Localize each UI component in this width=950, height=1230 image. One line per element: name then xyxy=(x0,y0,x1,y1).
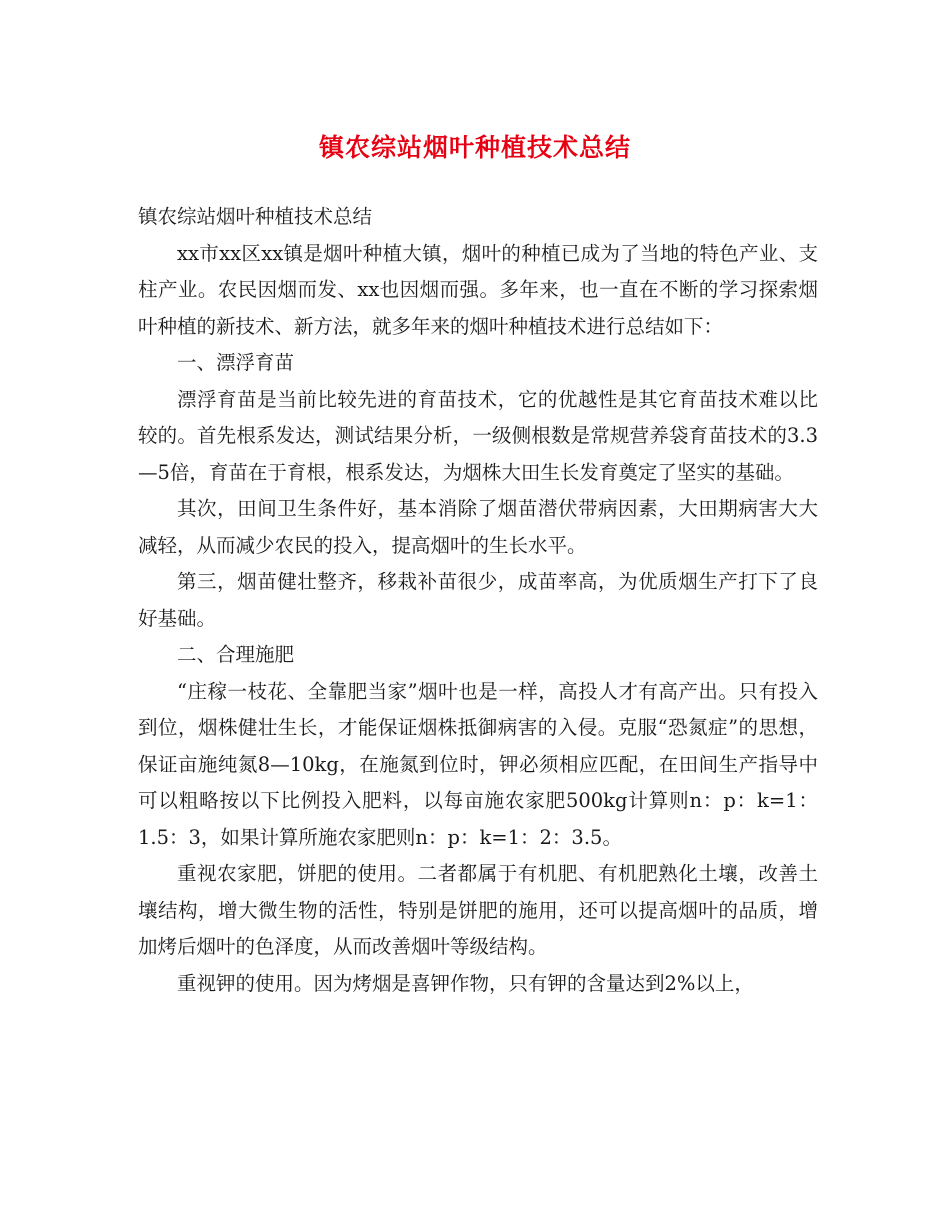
body-paragraph: 重视钾的使用。因为烤烟是喜钾作物，只有钾的含量达到2%以上， xyxy=(177,971,754,995)
body-paragraph: “庄稼一枝花、全靠肥当家”烟叶也是一样，高投人才有高产出。只有投入到位，烟株健壮生长，才能保证烟株抵御病害的入侵。克服“恐氮症”的思想，保证亩施纯氮8—10kg，在施氮到位时，钾必须相应匹配，在田间生产指导中可以粗略按以下比例投入肥料，以每亩施农家肥500kg计算则n：p：k=1：1.5：3，如果计算所施农家肥则n：p：k=1：2：3.5。 xyxy=(138,679,818,849)
body-paragraph: 第三，烟苗健壮整齐，移栽补苗很少，成苗率高，为优质烟生产打下了良好基础。 xyxy=(138,570,818,630)
body-paragraph: 其次，田间卫生条件好，基本消除了烟苗潜伏带病因素，大田期病害大大减轻，从而减少农民的投入，提高烟叶的生长水平。 xyxy=(138,497,818,557)
section-heading: 二、合理施肥 xyxy=(177,643,295,666)
document-body xyxy=(138,199,818,1002)
body-paragraph: 重视农家肥，饼肥的使用。二者都属于有机肥、有机肥熟化土壤，改善土壤结构，增大微生物的活性，特别是饼肥的施用，还可以提高烟叶的品质，增加烤后烟叶的色泽度，从而改善烟叶等级结构。 xyxy=(138,862,818,958)
document-title: 镇农综站烟叶种植技术总结 xyxy=(318,133,631,162)
body-paragraph: 镇农综站烟叶种植技术总结 xyxy=(138,205,373,228)
body-paragraph: 漂浮育苗是当前比较先进的育苗技术，它的优越性是其它育苗技术难以比较的。首先根系发达，测试结果分析，一级侧根数是常规营养袋育苗技术的3.3—5倍，育苗在于育根，根系发达，为烟株大田生长发育奠定了坚实的基础。 xyxy=(138,387,818,484)
body-paragraph: xx市xx区xx镇是烟叶种植大镇，烟叶的种植已成为了当地的特色产业、支柱产业。农民因烟而发、xx也因烟而强。多年来，也一直在不断的学习探索烟叶种植的新技术、新方法，就多年来的烟叶种植技术进行总结如下： xyxy=(138,241,818,338)
section-heading: 一、漂浮育苗 xyxy=(177,351,295,374)
